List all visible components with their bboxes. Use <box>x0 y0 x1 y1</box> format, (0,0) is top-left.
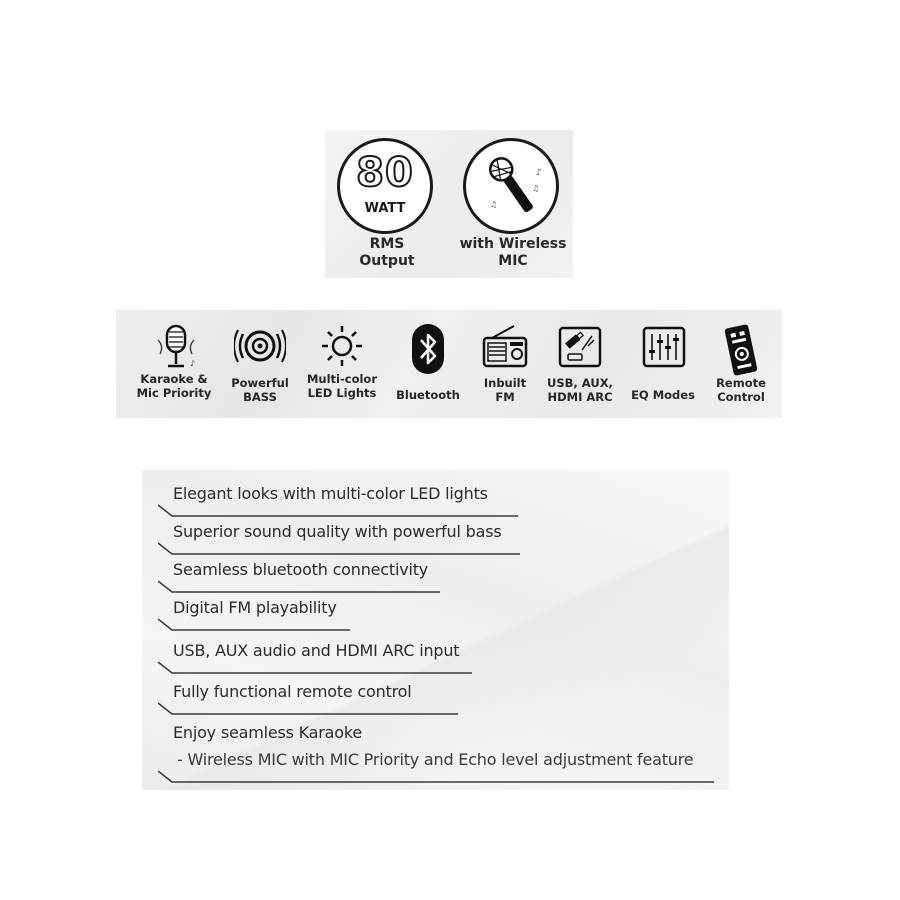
list-item-text: Digital FM playability <box>173 598 337 617</box>
feature-bluetooth-label <box>384 388 472 402</box>
feature-bass-line1: Powerful <box>231 376 289 390</box>
feature-karaoke-line2: Mic Priority <box>136 386 212 400</box>
feature-remote-line1: Remote <box>716 376 766 390</box>
feature-karaoke-line1: Karaoke & <box>140 372 208 386</box>
feature-fm <box>480 310 530 418</box>
svg-text:♫: ♫ <box>490 200 498 209</box>
svg-text:♫: ♫ <box>532 184 540 193</box>
feature-usb-line1: USB, AUX, <box>547 376 613 390</box>
feature-bass <box>230 310 290 418</box>
feature-bass-line2: BASS <box>243 390 277 404</box>
list-item-text: Elegant looks with multi-color LED lights <box>173 484 488 503</box>
watt-badge <box>329 138 449 278</box>
feature-remote <box>710 310 772 418</box>
feature-bluetooth-line1: Bluetooth <box>396 388 460 402</box>
feature-fm-line1: Inbuilt <box>483 376 527 390</box>
mic-caption <box>455 236 571 270</box>
feature-bass-label <box>220 376 300 404</box>
svg-text:♪: ♪ <box>536 168 542 178</box>
mic-caption-line1: with Wireless <box>459 236 567 252</box>
feature-eq-line1: EQ Modes <box>631 388 695 402</box>
feature-strip <box>116 310 782 418</box>
sun-light-icon <box>318 324 366 370</box>
feature-bluetooth <box>394 310 462 418</box>
watt-caption-line2: Output <box>359 253 415 269</box>
underline-rule <box>158 618 350 632</box>
svg-text:♪: ♪ <box>190 359 196 368</box>
feature-usb <box>544 310 616 418</box>
underline-rule <box>158 542 520 556</box>
microphone-icon <box>463 138 559 234</box>
underline-rule <box>158 661 472 675</box>
usb-aux-icon <box>558 324 602 370</box>
watt-unit: WATT <box>364 201 406 216</box>
feature-fm-line2: FM <box>495 390 515 404</box>
list-item-subtext: - Wireless MIC with MIC Priority and Echo level adjustment feature <box>177 750 694 769</box>
underline-rule <box>158 767 714 785</box>
underline-rule <box>158 702 458 716</box>
list-item-text: Superior sound quality with powerful bass <box>173 522 502 541</box>
watt-caption-line1: RMS <box>369 236 405 252</box>
mic-caption-line2: MIC <box>498 253 528 269</box>
wireless-mic-badge <box>455 138 575 278</box>
feature-led-label <box>298 372 386 400</box>
watt-number: 80 <box>356 150 414 196</box>
bass-speaker-icon <box>234 324 286 370</box>
feature-fm-label <box>470 376 540 404</box>
bluetooth-icon <box>412 324 444 374</box>
feature-usb-line2: HDMI ARC <box>547 390 613 404</box>
watt-caption <box>329 236 445 270</box>
underline-rule <box>158 504 518 518</box>
feature-list-panel <box>142 470 729 790</box>
list-item-text: USB, AUX audio and HDMI ARC input <box>173 641 460 660</box>
feature-karaoke-label <box>126 372 222 400</box>
karaoke-mic-icon <box>156 324 196 370</box>
list-item-text: Seamless bluetooth connectivity <box>173 560 429 579</box>
feature-karaoke <box>136 310 212 418</box>
feature-led-line2: LED Lights <box>307 386 377 400</box>
feature-eq-label <box>620 388 706 402</box>
feature-led-line1: Multi-color <box>306 372 378 386</box>
underline-rule <box>158 580 440 594</box>
equalizer-icon <box>642 324 686 370</box>
list-item-text: Fully functional remote control <box>173 682 412 701</box>
feature-led <box>308 310 376 418</box>
top-badges <box>325 130 573 278</box>
feature-eq <box>630 310 696 418</box>
watt-badge-icon <box>337 138 433 234</box>
radio-icon <box>482 324 528 370</box>
remote-control-icon <box>720 324 762 376</box>
feature-remote-line2: Control <box>717 390 765 404</box>
feature-remote-label <box>700 376 782 404</box>
feature-usb-label <box>534 376 626 404</box>
list-item-text: Enjoy seamless Karaoke <box>173 723 362 742</box>
